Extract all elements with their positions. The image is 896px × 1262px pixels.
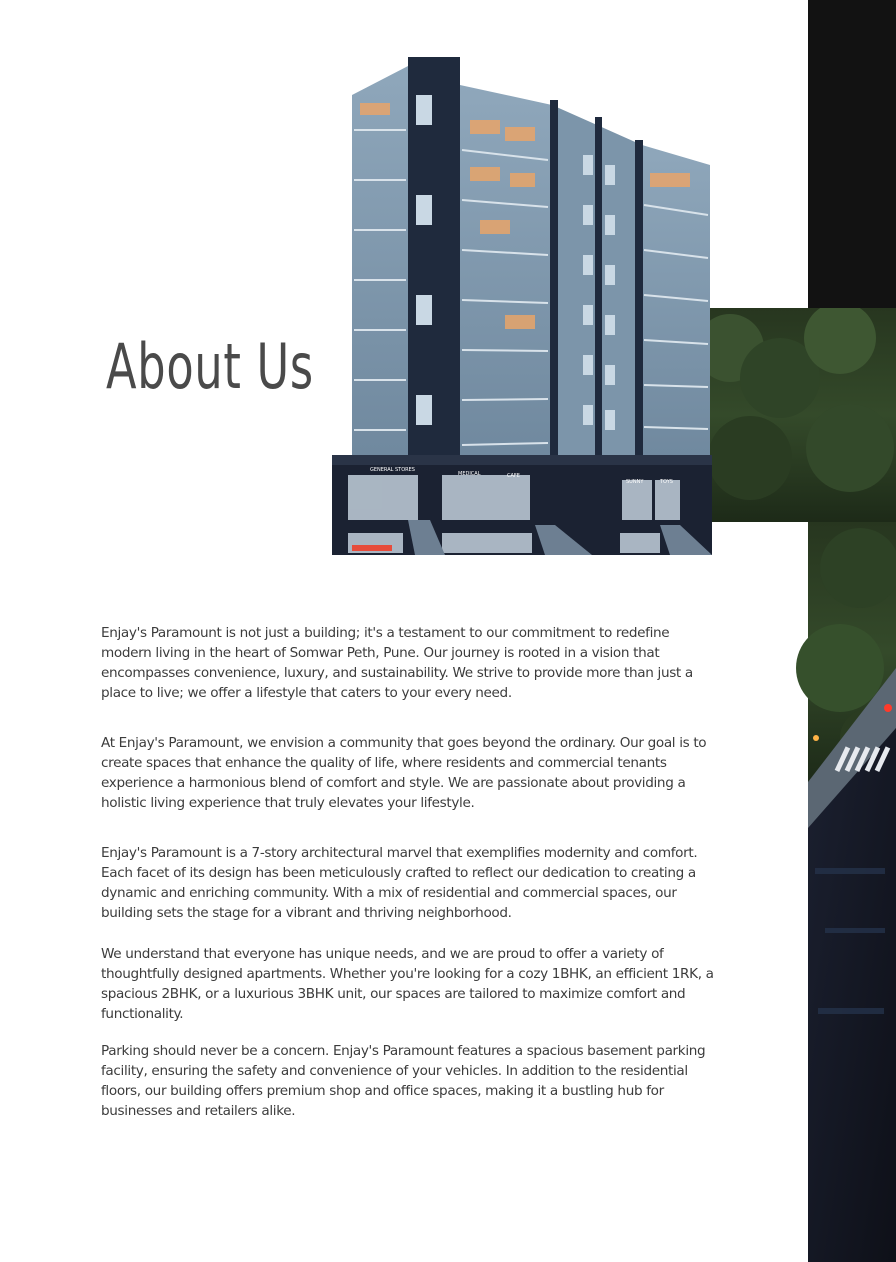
- sign-medical: MEDICAL: [458, 471, 481, 477]
- paragraph-design: Enjay's Paramount is a 7-story architectural marvel that exemplifies modernity and comfort. Each facet of its design has been meticulously crafted to reflect our dedication to creating a dynamic and enriching community. With a mix of residential and commercial spaces, our building sets the stage for a vibrant and thriving neighborhood.: [101, 845, 698, 921]
- building-illustration: [330, 55, 720, 560]
- paragraph-vision: At Enjay's Paramount, we envision a community that goes beyond the ordinary. Our goal is to create spaces that enhance the quality of life, where residents and commercial tenants experience a harmonious blend of comfort and style. We are passionate about providing a holistic living experience that truly elevates your lifestyle.: [101, 735, 707, 811]
- paragraph-apartments: We understand that everyone has unique needs, and we are proud to offer a variety of thoughtfully designed apartments. Whether you're looking for a cozy 1BHK, an efficient 1RK, a spacious 2BHK, or a luxurious 3BHK unit, our spaces are tailored to maximize comfort and functionality.: [101, 946, 714, 1022]
- paragraph-parking: Parking should never be a concern. Enjay's Paramount features a spacious basement parking facility, ensuring the safety and convenience of your vehicles. In addition to the residential floors, our building offers premium shop and office spaces, making it a bustling hub for businesses and retailers alike.: [101, 1043, 706, 1119]
- sign-toys: TOYS: [660, 479, 673, 485]
- page-title: About Us: [106, 330, 314, 403]
- sign-cafe: CAFE: [507, 473, 520, 479]
- about-text: [101, 623, 723, 1142]
- building-render: [330, 55, 720, 560]
- sign-sunny: SUNNY: [626, 479, 644, 485]
- paragraph-intro: Enjay's Paramount is not just a building; it's a testament to our commitment to redefine modern living in the heart of Somwar Peth, Pune. Our journey is rooted in a vision that encompasses convenience, luxury, and sustainability. We strive to provide more than just a place to live; we offer a lifestyle that caters to your every need.: [101, 625, 693, 701]
- sign-general-stores: GENERAL STORES: [370, 467, 415, 473]
